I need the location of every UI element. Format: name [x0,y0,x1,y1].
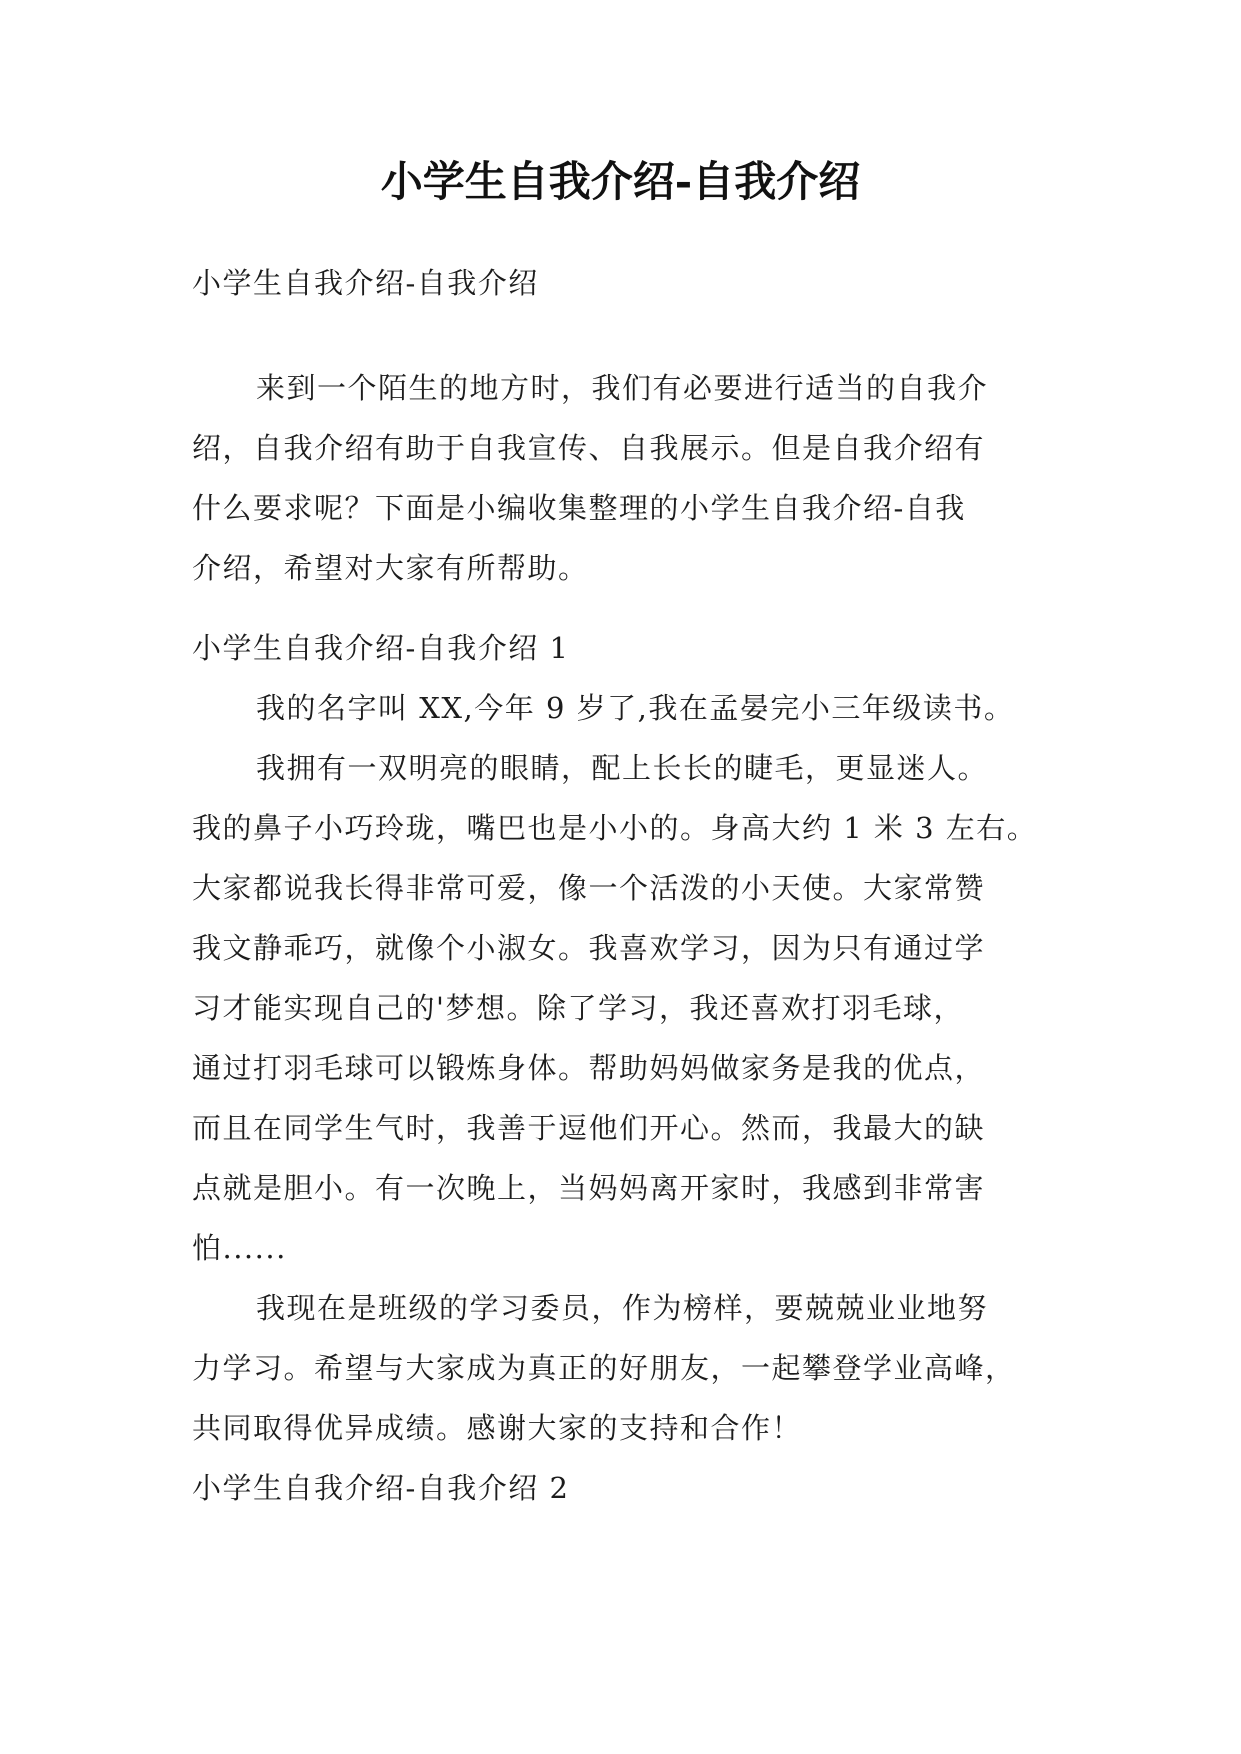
section-1 [192,618,1072,1518]
section-1-line: 我拥有一双明亮的眼睛，配上长长的睫毛，更显迷人。 [256,751,989,785]
section-1-line: 大家都说我长得非常可爱，像一个活泼的小天使。大家常赞 [192,871,986,905]
document-title: 小学生自我介绍-自我介绍 [380,157,861,206]
section-2-heading: 小学生自我介绍-自我介绍 2 [192,1471,570,1505]
section-1-line: 我现在是班级的学习委员，作为榜样，要兢兢业业地努 [256,1291,989,1325]
intro-line: 介绍，希望对大家有所帮助。 [192,551,589,585]
intro-line: 来到一个陌生的地方时，我们有必要进行适当的自我介 [256,371,989,405]
section-1-line: 怕...... [192,1231,287,1265]
section-1-heading: 小学生自我介绍-自我介绍 1 [192,631,570,665]
section-1-line: 而且在同学生气时，我善于逗他们开心。然而，我最大的缺 [192,1111,986,1145]
section-1-line: 点就是胆小。有一次晚上，当妈妈离开家时，我感到非常害 [192,1171,986,1205]
subtitle-block [192,253,1072,313]
section-1-line: 共同取得优异成绩。感谢大家的支持和合作！ [192,1411,803,1445]
intro-line: 绍，自我介绍有助于自我宣传、自我展示。但是自我介绍有 [192,431,986,465]
section-1-line: 习才能实现自己的'梦想。除了学习，我还喜欢打羽毛球， [192,991,964,1025]
section-1-line: 我文静乖巧，就像个小淑女。我喜欢学习，因为只有通过学 [192,931,986,965]
document-subtitle: 小学生自我介绍-自我介绍 [192,266,539,300]
section-1-line: 通过打羽毛球可以锻炼身体。帮助妈妈做家务是我的优点， [192,1051,986,1085]
intro-paragraph [192,358,1072,598]
section-1-line: 力学习。希望与大家成为真正的好朋友，一起攀登学业高峰， [192,1351,1016,1385]
section-1-line: 我的名字叫 XX,今年 9 岁了,我在孟晏完小三年级读书。 [256,691,1015,725]
intro-line: 什么要求呢？下面是小编收集整理的小学生自我介绍-自我 [192,491,966,525]
section-1-line: 我的鼻子小巧玲珑，嘴巴也是小小的。身高大约 1 米 3 左右。 [192,811,1038,845]
